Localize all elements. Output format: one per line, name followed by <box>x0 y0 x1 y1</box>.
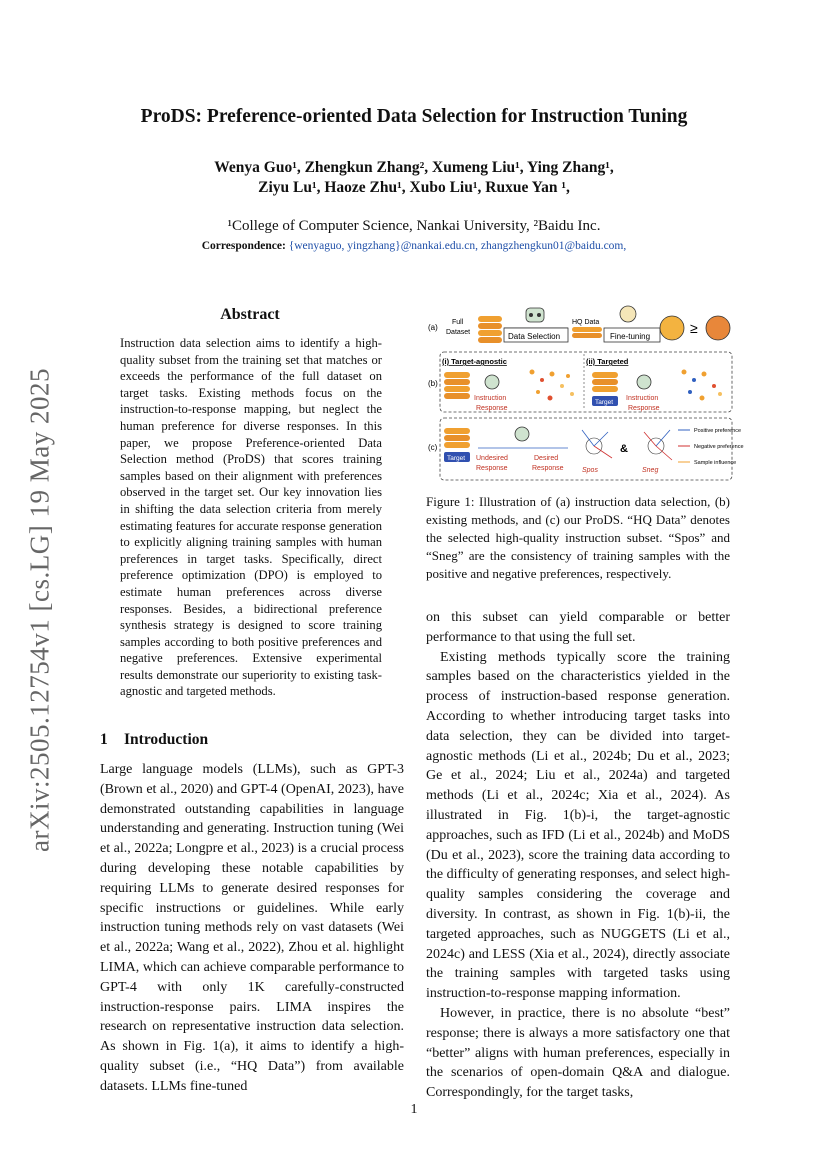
fig-greater-equal: ≥ <box>690 320 698 336</box>
fig-targeted: (ii) Targeted <box>586 357 629 366</box>
fig-response-4: Response <box>532 465 564 472</box>
abstract-body: Instruction data selection aims to identify a high-quality subset from the training set that matches or exceeds the performance of the full dataset on target tasks. Existing methods focus on the instruction-to-response mapping, but neglect the human preference for diverse responses. In this paper, we propose Preference-oriented Data Selection method (ProDS) that scores training samples based on their alignment with preferences observed in the target set. Our key innovation lies in shifting the data selection criteria from merely estimating features for accurate response generation to explicitly aligning training samples with human preferences in target tasks. Specifically, direct preference optimization (DPO) is employed to estimate human preferences across diverse responses. Besides, a bidirectional preference synthesis strategy is designed to score training samples according to both positive preferences and negative preferences. Extensive experimental results demonstrate our superiority to existing task-agnostic and targeted methods. <box>120 336 382 699</box>
intro-paragraph-1: Large language models (LLMs), such as GPT-3 (Brown et al., 2020) and GPT-4 (OpenAI, 2023), have demonstrated outstanding capabilities in language understanding and generating. Instruction tuning (Wei et al., 2022a; Longpre et al., 2023) is a crucial process during developing these notable capabilities by requiring LLMs to generate desired responses for specific instructions or guidelines. While early instruction tuning methods rely on vast datasets (Wei et al., 2022a; Wang et al., 2022), Zhou et al. highlight LIMA, which can achieve comparable performance to GPT-4 with only 1K carefully-constructed instruction-response pairs. LIMA inspires the research on representative instruction data selection. As shown in Fig. 1(a), it aims to identify a high-quality subset (i.e., “HQ Data”) from available datasets. LLMs fine-tuned <box>100 762 404 1094</box>
dataset-stack-c-icon <box>444 428 470 448</box>
arxiv-sidebar <box>22 360 58 860</box>
fig-instruction-1: Instruction <box>474 395 507 402</box>
fig-dataset-label: Dataset <box>446 329 471 336</box>
author-line-1: Wenya Guo¹, Zhengkun Zhang², Xumeng Liu¹, Ying Zhang¹, <box>214 159 614 176</box>
fig-sneg: Sneg <box>642 467 659 474</box>
intro-paragraph-1-cont: on this subset can yield comparable or better performance to that using the full set. <box>426 610 730 645</box>
correspondence <box>0 240 828 252</box>
llm-face-icon <box>620 306 636 322</box>
robot-b2-icon <box>637 375 651 389</box>
fig-full-label: Full <box>452 319 464 326</box>
scatter-b1 <box>530 370 575 401</box>
fig-target-agnostic: (i) Target-agnostic <box>442 357 507 366</box>
robot-c-icon <box>515 427 529 441</box>
affiliation: ¹College of Computer Science, Nankai University, ²Baidu Inc. <box>227 218 601 234</box>
fig-legend-negative: Negative preference <box>694 444 744 450</box>
fig-legend-positive: Positive preference <box>694 428 742 434</box>
fig-label-a: (a) <box>428 323 438 332</box>
spos-burst <box>582 430 612 458</box>
fig-undesired: Undesired <box>476 455 508 462</box>
fig-label-b: (b) <box>428 379 438 388</box>
fig-spos: Spos <box>582 467 598 474</box>
author-list <box>0 158 828 198</box>
fig-response-3: Response <box>476 465 508 472</box>
robot-b1-icon <box>485 375 499 389</box>
intro-paragraph-2: Existing methods typically score the training samples based on the characteristics yielded in the process of instruction-based response generation. According to whether introducing target tasks into data selection, they can be divided into target-agnostic methods (Li et al., 2024b; Du et al., 2023; Ge et al., 2024; Liu et al., 2024a) and targeted methods (Li et al., 2024c; Xia et al., 2024). As illustrated in Fig. 1(b)-i, the target-agnostic approaches, such as IFD (Li et al., 2024b) and MoDS (Du et al., 2023), score the training data according to the difficulty of generating responses, and select high-quality samples considering the coverage and diversity. In contrast, as shown in Fig. 1(b)-ii, the targeted approaches, such as NUGGETS (Li et al., 2024c) and LESS (Xia et al., 2024), directly associate the training samples with targeted tasks using instruction-to-response mapping information. <box>426 649 730 1002</box>
dataset-stack-b2-icon <box>592 372 618 392</box>
page-number: 1 <box>410 1102 418 1117</box>
full-dataset-icon <box>478 316 502 343</box>
section-number: 1 <box>100 731 108 748</box>
fig-fine-tuning: Fine-tuning <box>610 332 651 341</box>
fig-ampersand: & <box>620 443 628 455</box>
fig-response-1: Response <box>476 405 508 412</box>
correspondence-label: Correspondence: <box>201 240 286 252</box>
hq-data-icon <box>572 327 602 338</box>
author-line-2: Ziyu Lu¹, Haoze Zhu¹, Xubo Liu¹, Ruxue Yan ¹, <box>258 179 570 196</box>
section-title: Introduction <box>124 731 209 748</box>
fig-target-2: Target <box>447 455 466 462</box>
abstract-heading: Abstract <box>220 306 280 323</box>
paper-title: ProDS: Preference-oriented Data Selection for Instruction Tuning <box>140 106 688 127</box>
robot-icon <box>526 308 544 322</box>
arxiv-identifier: arXiv:2505.12754v1 [cs.LG] 19 May 2025 <box>24 368 55 852</box>
fig-target-1: Target <box>595 399 614 406</box>
dataset-stack-icon <box>444 372 470 399</box>
fig-legend-influence: Sample influence <box>694 460 737 466</box>
lion-large-icon <box>706 316 730 340</box>
sneg-burst <box>644 430 672 460</box>
figure-caption: Figure 1: Illustration of (a) instruction data selection, (b) existing methods, and (c) our ProDS. “HQ Data” denotes the selected high-quality instruction subset. “Spos” and “Sneg” are the consistency of training samples with the positive and negative preferences, respectively. <box>426 494 730 581</box>
intro-paragraph-3: However, in practice, there is no absolute “best” response; there is always a more satisfactory one that “better” aligns with human preferences, especially in the scenarios of open-domain Q&A and dialogue. Correspondingly, for the target tasks, <box>426 1005 730 1101</box>
correspondence-emails[interactable]: {wenyaguo, yingzhang}@nankai.edu.cn, zhangzhengkun01@baidu.com, <box>288 240 627 252</box>
lion-small-icon <box>660 316 684 340</box>
fig-data-selection: Data Selection <box>508 332 561 341</box>
right-column-text <box>426 608 730 1103</box>
fig-response-2: Response <box>628 405 660 412</box>
fig-hq-data: HQ Data <box>572 319 600 326</box>
section-heading <box>100 731 208 749</box>
figure-1 <box>422 300 744 486</box>
fig-label-c: (c) <box>428 443 438 452</box>
left-column-text <box>100 760 404 1097</box>
fig-instruction-2: Instruction <box>626 395 659 402</box>
fig-desired: Desired <box>534 455 559 462</box>
figure-1-diagram <box>422 300 744 486</box>
scatter-b2 <box>682 370 723 401</box>
